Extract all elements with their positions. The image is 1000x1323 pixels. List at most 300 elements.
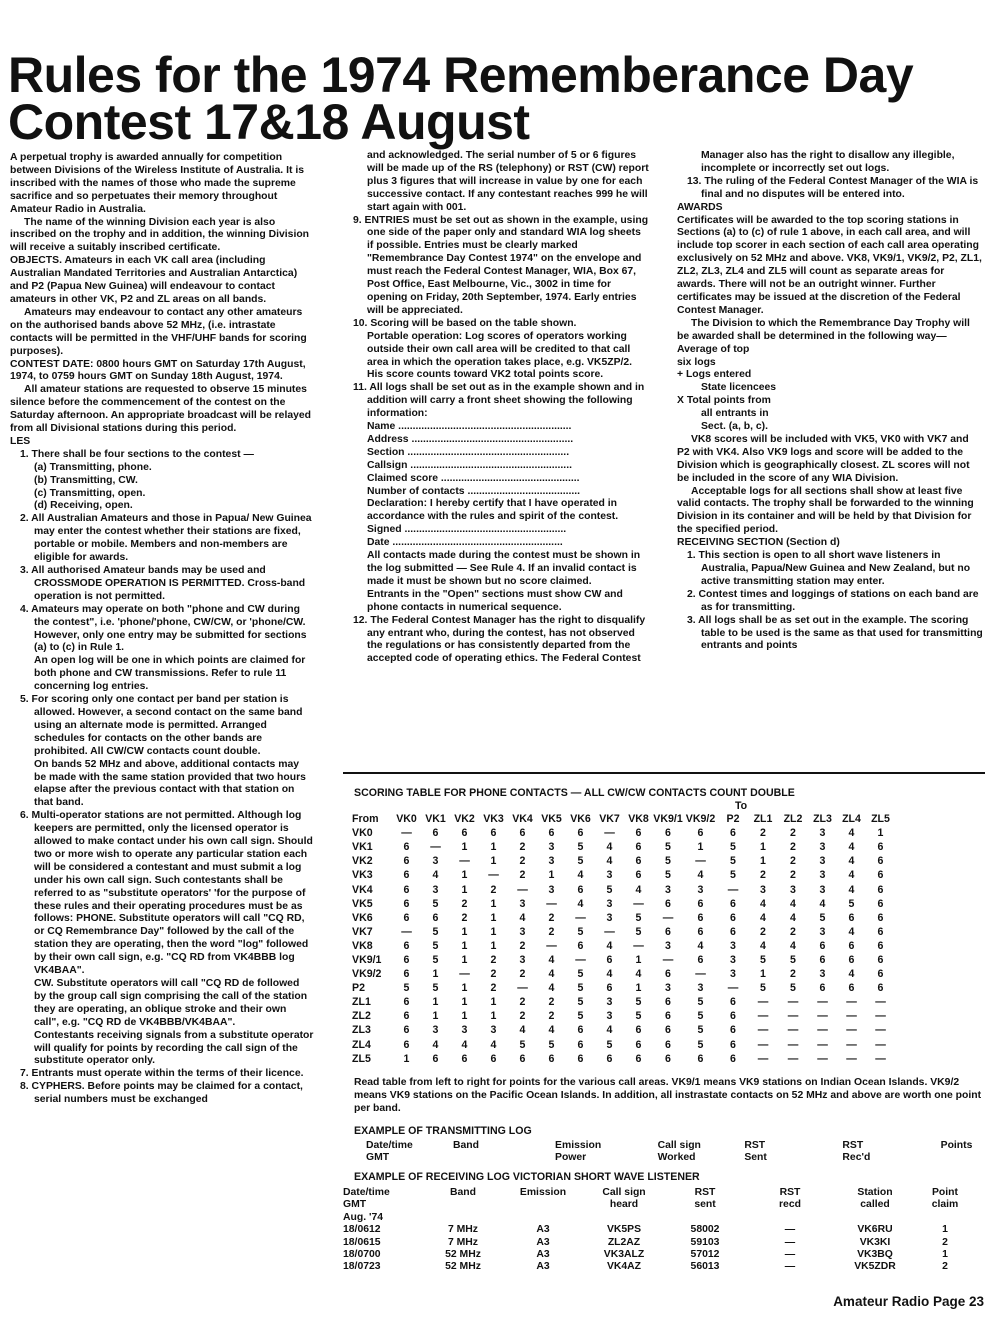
table-cell: 6 [577, 1052, 584, 1065]
table-cell: 5 [403, 982, 410, 995]
table-cell: 1 [760, 841, 766, 854]
table-cell: 4 [848, 827, 855, 840]
table-cell: 59103 [690, 1236, 720, 1248]
table-cell: 3 [819, 869, 826, 882]
table-cell: 3 [606, 869, 613, 882]
table-cell: 6 [635, 1024, 642, 1037]
table-cell: 1 [490, 1010, 497, 1023]
table-cell: 6 [665, 1038, 671, 1051]
table-cell: 2 [548, 911, 555, 924]
table-cell: 6 [403, 883, 410, 896]
table-cell: 6 [877, 869, 884, 882]
table-cell: 6 [877, 953, 884, 966]
table-cell: 1 [942, 1224, 948, 1236]
scoring-table-header [352, 812, 895, 826]
rx-log-table [343, 1187, 975, 1274]
paragraph: 13. The ruling of the Federal Contest Manager of the WIA is final and no disputes will be entered into. [687, 175, 979, 200]
table-cell: — [787, 1038, 799, 1051]
table-cell: — [695, 855, 706, 868]
table-cell: 1 [461, 939, 468, 952]
paragraph: 1. This section is open to all short wave listeners in Australia, Papua/New Guinea and New Zealand, but no active transmitting station may enter. [687, 550, 971, 587]
table-cell: — [875, 1038, 886, 1051]
table-cell: 2 [790, 968, 796, 981]
table-cell: Call sign [602, 1187, 646, 1198]
table-cell: 6 [606, 982, 613, 995]
paragraph: 4. Amateurs may operate on both "phone and CW during the contest", i.e. 'phone/'phone, CW/CW, or 'phone/CW. However, only one entry may be submitted for sections (a) to (c) in Rule 1. [20, 603, 307, 654]
table-cell: — [846, 1052, 857, 1065]
table-cell: 4 [606, 939, 613, 952]
table-row [352, 981, 895, 995]
table-cell: 6 [461, 1052, 468, 1065]
table-cell: 4 [519, 911, 526, 924]
table-cell: 6 [665, 996, 671, 1009]
table-cell: 3 [432, 1024, 439, 1037]
table-cell: 6 [665, 827, 671, 840]
table-cell: Band [452, 1140, 479, 1151]
paragraph: The name of the winning Division each year is also inscribed on the trophy and in addition, the winning Division will receive a suitably inscribed certificate. [10, 216, 310, 254]
table-cell: 6 [665, 925, 671, 938]
paragraph: (a) Transmitting, phone. [34, 461, 152, 473]
column-header: P2 [726, 813, 740, 826]
scoring-table-note: Read table from left to right for points for the various call areas. VK9/1 means VK9 stations on Indian Ocean Islands. VK9/2 means VK9 stations on the Pacific Ocean Islands. In addition, all instrastate contacts on 52 MHz and above are worth one point per band. [354, 1077, 982, 1114]
table-cell: Call sign [657, 1140, 701, 1151]
table-cell: 4 [848, 883, 855, 896]
table-cell: 6 [697, 953, 704, 966]
row-header: VK6 [352, 911, 373, 924]
paragraph: 9. ENTRIES must be set out as shown in the example, using one side of the paper only and standard WIA log sheets if possible. Entries must be clearly marked "Remembrance Day Contest 1974" on the envelope and must reach the Federal Contest Manager, WIA, Box 67, Post Office, East Melbourne, Vic., 3002 in time for opening on Friday, 20th September, 1974. Early entries will be appreciated. [353, 214, 649, 316]
table-cell: 4 [848, 968, 855, 981]
paragraph: AWARDS [677, 201, 723, 213]
table-cell: 2 [790, 841, 796, 854]
table-cell: 6 [730, 925, 736, 938]
table-cell: 5 [819, 911, 826, 924]
table-cell: 6 [403, 968, 410, 981]
table-cell: 6 [403, 897, 410, 910]
table-cell: A3 [536, 1248, 550, 1260]
row-header: P2 [352, 982, 365, 995]
table-cell: 3 [819, 855, 826, 868]
table-cell: 1 [877, 827, 884, 840]
table-cell: 3 [548, 855, 555, 868]
table-cell: 2 [942, 1236, 948, 1248]
table-cell: 3 [730, 939, 736, 952]
table-row [343, 1187, 975, 1199]
table-cell [941, 1152, 1000, 1164]
table-cell: 5 [697, 1010, 704, 1023]
paragraph: LES [10, 435, 31, 447]
column-header: VK2 [454, 813, 475, 826]
table-cell: 6 [877, 911, 884, 924]
paragraph: The Division to which the Remembrance Day Trophy will be awarded shall be determined in the following way— [677, 317, 970, 342]
table-row [366, 1140, 1000, 1152]
table-cell: 3 [548, 841, 555, 854]
table-cell: Power [555, 1152, 587, 1164]
table-cell: — [757, 1010, 769, 1023]
table-cell: 52 MHz [445, 1261, 481, 1273]
tx-log-title: EXAMPLE OF TRANSMITTING LOG [354, 1125, 532, 1137]
table-cell: 4 [697, 869, 704, 882]
table-cell: 2 [461, 911, 468, 924]
table-cell: — [875, 1010, 886, 1023]
row-header: VK7 [352, 925, 373, 938]
paragraph: Callsign ........................................................ [367, 459, 572, 471]
table-cell: 6 [490, 827, 497, 840]
table-cell: 1 [490, 855, 497, 868]
table-row [352, 925, 895, 939]
table-cell: 1 [490, 939, 497, 952]
table-cell: 3 [432, 855, 439, 868]
table-cell: 3 [432, 883, 439, 896]
paragraph: Signed ........................................................ [367, 524, 567, 536]
table-cell: 6 [665, 1052, 671, 1065]
paragraph: All contacts made during the contest must be shown in the log submitted — See Rule 4. If an invalid contact is made it must be shown but no score claimed. [367, 550, 641, 587]
paragraph: Address ........................................................ [367, 433, 574, 445]
table-cell: — [846, 1010, 857, 1023]
table-cell: 5 [730, 855, 736, 868]
table-cell: 6 [403, 911, 410, 924]
table-cell: 6 [432, 1052, 439, 1065]
table-cell: 2 [790, 855, 796, 868]
table-cell: 5 [432, 925, 439, 938]
table-cell: 2 [790, 827, 796, 840]
table-cell: 2 [519, 968, 526, 981]
table-cell: 4 [548, 968, 555, 981]
paragraph: A perpetual trophy is awarded annually for competition between Divisions of the Wireless Institute of Australia. It is inscribed with the names of those who made the supreme sacrifice and so perpetuates their memory throughout Amateur Radio in Australia. [10, 152, 304, 215]
table-cell: 4 [635, 883, 642, 896]
table-cell: 6 [848, 953, 855, 966]
table-cell: — [401, 925, 412, 938]
table-cell: 5 [635, 911, 642, 924]
table-cell: 6 [403, 939, 410, 952]
table-cell: 6 [606, 1052, 613, 1065]
table-cell: 1 [635, 953, 642, 966]
paragraph: Amateurs may endeavour to contact any other amateurs on the authorised bands above 52 MHz, (i.e. intrastate contacts will be permitted in the VHF/UHF bands for scoring purposes). [10, 306, 307, 357]
paragraph: (c) Transmitting, open. [34, 487, 146, 499]
table-cell: 2 [490, 982, 497, 995]
table-cell: 1 [490, 841, 497, 854]
table-cell: 1 [760, 968, 766, 981]
table-cell: 6 [819, 982, 826, 995]
table-row [352, 1009, 895, 1023]
table-cell: 6 [819, 953, 826, 966]
table-cell: 6 [403, 1010, 410, 1023]
table-cell: — [757, 1038, 769, 1051]
table-cell: 6 [403, 953, 410, 966]
table-cell: 3 [548, 883, 555, 896]
table-cell: 4 [819, 897, 826, 910]
table-cell: 3 [819, 968, 826, 981]
paragraph: 6. Multi-operator stations are not permitted. Although log keepers are permitted, only the licensed operator is allowed to make contact under his own call sign. Should two or more wish to operate any particular station each will be considered a contestant and must submit a log under his own call sign. Such contestants shall be referred to as "substitute operators' 'for the purpose of these rules and their operating procedures must be as follows: PHONE. Substitute operators will call "CQ RD, or CQ Remembrance Day" followed by the call of the station they are operating, then the word "log" followed by their own call sign, e.g. "CQ RD from VK4BBB log VK4BAA". [20, 810, 313, 977]
column-header: From [352, 813, 379, 826]
table-cell: 4 [577, 869, 584, 882]
table-cell: 3 [606, 897, 613, 910]
table-cell: 5 [432, 953, 439, 966]
table-row [352, 967, 895, 981]
table-cell: 4 [790, 897, 796, 910]
paragraph: 12. The Federal Contest Manager has the right to disqualify any entrant who, during the contest, has not observed the regulations or has consistently departed from the accepted code of operating ethics. The Federal Contest [353, 614, 646, 665]
table-cell: RST [842, 1140, 864, 1151]
table-cell: 5 [577, 925, 584, 938]
table-cell: 4 [490, 1038, 497, 1051]
table-cell: 2 [548, 1010, 555, 1023]
paragraph: 2. Contest times and loggings of stations on each band are as for transmitting. [687, 588, 979, 613]
table-cell: 1 [461, 869, 468, 882]
table-cell: 4 [432, 869, 439, 882]
paragraph: 2. All Australian Amateurs and those in Papua/ New Guinea may enter the contest whether their stations are fixed, portable or mobile. Members and non-members are eligible for awards. [20, 513, 312, 564]
table-cell: 6 [877, 855, 884, 868]
table-cell: 5 [665, 841, 671, 854]
paragraph: State licencees [701, 382, 777, 394]
paragraph: An open log will be one in which points are claimed for both phone and CW transmissions. Refer to rule 11 concerning log entries. [34, 655, 306, 693]
table-cell: 6 [730, 827, 736, 840]
table-cell: 2 [790, 925, 796, 938]
table-cell: 4 [461, 1038, 468, 1051]
table-cell: 57012 [690, 1248, 720, 1260]
scoring-table-title: SCORING TABLE FOR PHONE CONTACTS — ALL CW/CW CONTACTS COUNT DOUBLE [354, 787, 795, 799]
paragraph: all entrants in [701, 408, 769, 420]
table-cell: 4 [432, 1038, 439, 1051]
table-cell: 6 [635, 869, 642, 882]
table-cell: 6 [877, 841, 884, 854]
paragraph: six logs [677, 356, 716, 368]
table-cell: 4 [548, 953, 555, 966]
paragraph: Portable operation: Log scores of operators working outside their own call area will be credited to that call area in which the operation takes place, e.g. VK5ZP/2. His score counts toward VK2 total points score. [367, 330, 633, 381]
table-cell: Sent [744, 1152, 767, 1164]
table-cell: 6 [403, 841, 410, 854]
table-row [343, 1212, 975, 1224]
scoring-table-body [352, 826, 895, 1066]
table-cell: — [459, 855, 470, 868]
table-cell [453, 1152, 555, 1164]
table-cell: 3 [665, 883, 671, 896]
table-cell: 6 [697, 911, 704, 924]
table-row [352, 911, 895, 925]
column-2 [343, 150, 649, 666]
table-cell: 6 [877, 883, 884, 896]
table-cell: 3 [606, 911, 613, 924]
column-header: VK9/1 [653, 813, 683, 826]
table-cell: 3 [730, 968, 736, 981]
paragraph: (b) Transmitting, CW. [34, 474, 138, 486]
column-header: ZL3 [813, 813, 832, 826]
table-row [352, 1023, 895, 1037]
table-cell: 1 [461, 883, 468, 896]
table-cell: ZL2AZ [607, 1236, 641, 1248]
table-cell: 3 [697, 982, 704, 995]
table-cell: Date/time [366, 1140, 413, 1151]
row-header: VK1 [352, 841, 373, 854]
table-cell: 5 [577, 855, 584, 868]
table-cell: 6 [403, 869, 410, 882]
table-cell: 6 [635, 827, 642, 840]
table-cell: 6 [403, 1024, 410, 1037]
table-cell: 4 [606, 855, 613, 868]
table-cell: 5 [577, 996, 584, 1009]
table-cell: 5 [432, 982, 439, 995]
tx-log-body [366, 1140, 1000, 1165]
table-cell: VK3ALZ [603, 1248, 645, 1260]
table-cell: — [784, 1261, 796, 1273]
table-cell: — [546, 939, 557, 952]
table-cell: — [787, 1010, 799, 1023]
table-cell: 3 [519, 953, 526, 966]
table-cell: 1 [403, 1052, 410, 1065]
table-cell: 2 [519, 1010, 526, 1023]
column-header: ZL4 [842, 813, 861, 826]
table-cell: recd [779, 1199, 801, 1211]
table-cell [503, 1199, 583, 1211]
table-cell: 6 [877, 897, 884, 910]
table-cell: 6 [697, 925, 704, 938]
table-cell: — [787, 1052, 799, 1065]
table-cell: 2 [490, 883, 497, 896]
paragraph: Number of contacts ....................................... [367, 485, 581, 497]
table-cell: 6 [432, 827, 439, 840]
table-cell: 3 [697, 883, 704, 896]
row-header: ZL5 [352, 1052, 371, 1065]
table-cell: 5 [730, 841, 736, 854]
table-cell: — [817, 1038, 828, 1051]
table-cell: 56013 [690, 1261, 720, 1273]
table-cell: 5 [848, 897, 855, 910]
table-cell: — [430, 841, 441, 854]
table-cell: 3 [819, 883, 826, 896]
table-cell: — [817, 1024, 828, 1037]
table-cell: 2 [490, 968, 497, 981]
column-header: VK5 [541, 813, 562, 826]
row-header: VK3 [352, 869, 373, 882]
table-cell: 2 [548, 996, 555, 1009]
column-header: VK3 [483, 813, 504, 826]
table-cell: 4 [635, 968, 642, 981]
table-cell: — [662, 911, 674, 924]
table-cell: 5 [606, 883, 613, 896]
table-cell: 6 [403, 996, 410, 1009]
scoring-table [352, 812, 895, 1066]
table-row [352, 939, 895, 953]
table-cell: 6 [577, 1024, 584, 1037]
table-cell: 6 [461, 827, 468, 840]
column-header: VK7 [599, 813, 620, 826]
table-cell: — [757, 1024, 769, 1037]
table-cell: 3 [819, 841, 826, 854]
table-cell: Date/time [343, 1187, 390, 1198]
table-cell: 5 [635, 1010, 642, 1023]
table-cell: RST [744, 1140, 766, 1151]
table-cell: 6 [577, 883, 584, 896]
row-header: VK0 [352, 827, 373, 840]
table-row [352, 868, 895, 882]
paragraph: Entrants in the "Open" sections must show CW and phone contacts in numerical sequence. [367, 588, 623, 613]
table-cell: 5 [790, 982, 796, 995]
table-cell: 5 [577, 968, 584, 981]
paragraph: Section ........................................................ [367, 446, 570, 458]
table-row [352, 953, 895, 967]
table-cell: Worked [657, 1152, 696, 1164]
table-cell: 3 [819, 827, 826, 840]
table-cell: 4 [577, 897, 584, 910]
table-cell: 6 [730, 1038, 736, 1051]
row-header: VK2 [352, 855, 373, 868]
table-cell: 3 [490, 1024, 497, 1037]
table-cell: — [875, 996, 886, 1009]
paragraph: X Total points from [677, 395, 771, 407]
table-cell: 3 [606, 996, 613, 1009]
table-row [343, 1199, 975, 1211]
table-cell: 6 [635, 1052, 642, 1065]
table-cell: 1 [548, 869, 555, 882]
paragraph: Average of top [677, 343, 750, 355]
paragraph: Declaration: I hereby certify that I have operated in accordance with the rules and spirit of the contest. [367, 498, 619, 523]
table-cell: 4 [790, 939, 796, 952]
table-cell: — [817, 996, 828, 1009]
paragraph: 3. All logs shall be as set out in the example. The scoring table to be used is the same as that used for transmitting entrants and points [687, 614, 983, 652]
paragraph: Manager also has the right to disallow any illegible, incomplete or incorrectly set out logs. [701, 150, 955, 174]
table-cell: — [817, 1052, 828, 1065]
table-cell: 4 [606, 841, 613, 854]
table-cell: 2 [519, 841, 526, 854]
table-cell: — [817, 1010, 828, 1023]
column-header: VK4 [512, 813, 533, 826]
table-cell: 6 [877, 968, 884, 981]
paragraph: Acceptable logs for all sections shall show at least five valid contacts. The trophy shall be forwarded to the winning Division in its container and will be held by that Division for the specified period. [677, 485, 974, 536]
table-cell: 18/0700 [343, 1248, 381, 1260]
paragraph: 3. All authorised Amateur bands may be used and CROSSMODE OPERATION IS PERMITTED. Cross-band operation is not permitted. [20, 565, 306, 602]
paragraph: 1. There shall be four sections to the contest — [20, 448, 254, 460]
table-cell: Emission [519, 1187, 567, 1198]
table-cell: 1 [461, 982, 468, 995]
table-cell: 2 [548, 925, 555, 938]
tx-log-table [366, 1140, 1000, 1165]
table-cell: 2 [519, 869, 526, 882]
table-cell: 3 [819, 925, 826, 938]
table-cell: 6 [606, 953, 613, 966]
table-row [352, 882, 895, 896]
table-row [343, 1237, 975, 1249]
table-cell: 5 [519, 1038, 526, 1051]
table-cell: 5 [697, 1038, 704, 1051]
table-cell: Rec'd [842, 1152, 871, 1164]
table-cell: — [787, 1024, 799, 1037]
paragraph: Claimed score ................................................ [367, 472, 580, 484]
table-cell: 5 [577, 982, 584, 995]
table-cell: 3 [461, 1024, 468, 1037]
table-cell: 6 [697, 1052, 704, 1065]
table-cell [423, 1199, 503, 1211]
column-1 [10, 152, 314, 1107]
table-cell: 6 [877, 939, 884, 952]
table-cell: — [784, 1236, 796, 1248]
column-header: ZL1 [753, 813, 773, 826]
table-cell: — [488, 869, 499, 882]
table-cell: 3 [730, 953, 736, 966]
table-cell: 4 [548, 1024, 555, 1037]
paragraph: (d) Receiving, open. [34, 500, 133, 512]
paragraph: Contestants receiving signals from a substitute operator will qualify for points by recording the call sign of the substitute operator only. [34, 1029, 314, 1067]
table-cell: 1 [432, 996, 439, 1009]
table-cell: Aug. '74 [343, 1211, 383, 1223]
row-header: ZL1 [352, 996, 371, 1009]
table-cell: 5 [606, 1038, 613, 1051]
table-cell: 3 [665, 939, 671, 952]
table-row [352, 1038, 895, 1052]
table-cell: 6 [697, 897, 704, 910]
table-cell: 6 [730, 1010, 736, 1023]
table-cell: 5 [760, 982, 766, 995]
table-cell: Emission [555, 1140, 602, 1151]
table-cell: — [875, 1052, 886, 1065]
table-cell: heard [609, 1199, 639, 1211]
